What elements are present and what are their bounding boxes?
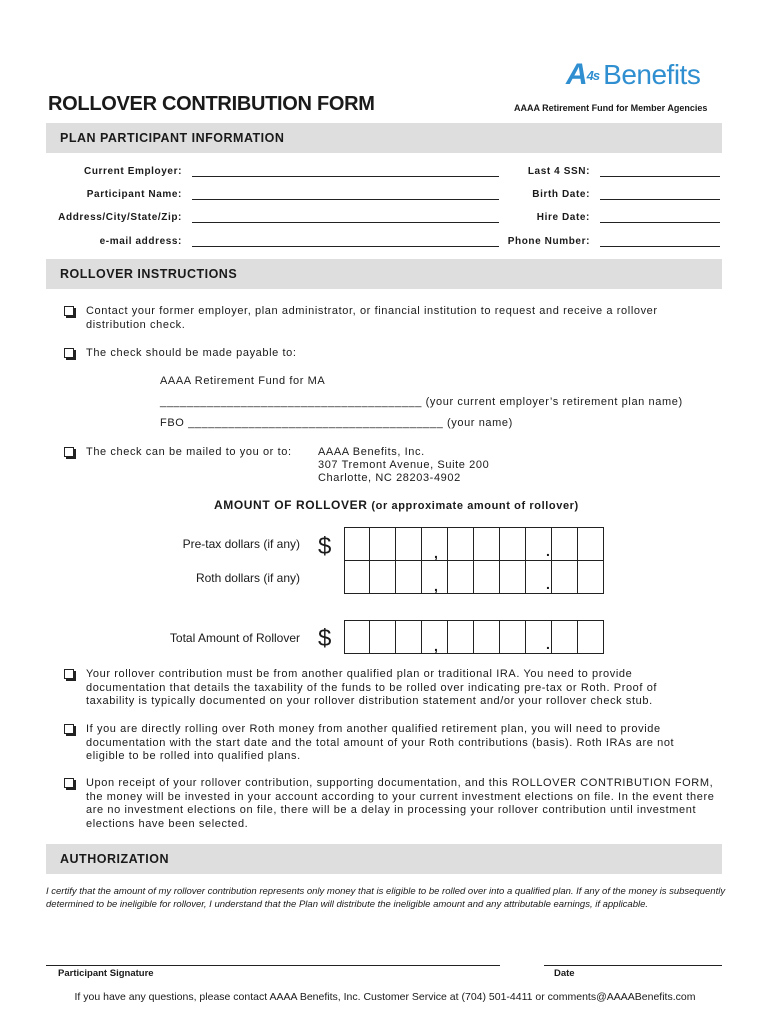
digit-box[interactable] (396, 620, 422, 654)
total-dollar-sign: $ (318, 625, 332, 652)
digit-box[interactable] (448, 620, 474, 654)
email-field[interactable] (192, 246, 499, 247)
logo-mark: A (566, 58, 587, 91)
participant-section-title: PLAN PARTICIPANT INFORMATION (60, 131, 285, 145)
amount-title (214, 498, 579, 512)
roth-label: Roth dollars (if any) (195, 571, 300, 585)
mail-address-line2: 307 Tremont Avenue, Suite 200 (318, 459, 490, 471)
pretax-label: Pre-tax dollars (if any) (182, 537, 300, 551)
checkbox-icon (64, 669, 74, 679)
instructions-section-title: ROLLOVER INSTRUCTIONS (60, 267, 238, 281)
digit-box[interactable] (578, 620, 604, 654)
roth-decimal: . (546, 576, 550, 592)
payee-fbo-line: FBO ______________________________________ (your name) (160, 417, 513, 429)
digit-box[interactable] (344, 560, 370, 594)
ssn-field[interactable] (600, 176, 720, 177)
note-investment: Upon receipt of your rollover contribution, supporting documentation, and this ROLLOVER CONTRIBUTION FORM, the money will be invested in your account according to your current investment elections on file. In the event there are no investment elections on file, there will be a delay in processing your rollover contribution until investment elections have been selected. (86, 777, 715, 830)
birth-date-label: Birth Date: (532, 189, 590, 200)
mail-address-line1: AAAA Benefits, Inc. (318, 446, 425, 458)
instructions-section-header (46, 259, 722, 289)
digit-box[interactable] (344, 527, 370, 561)
email-label: e-mail address: (99, 236, 182, 247)
checkbox-icon (64, 348, 74, 358)
company-logo (566, 58, 700, 92)
digit-box[interactable] (344, 620, 370, 654)
instruction-payable: The check should be made payable to: (86, 347, 297, 359)
total-amount-boxes[interactable] (344, 620, 604, 654)
instruction-contact: Contact your former employer, plan administrator, or financial institution to request and receive a rollover distribution check. (86, 305, 658, 331)
digit-box[interactable] (500, 620, 526, 654)
digit-box[interactable] (370, 560, 396, 594)
authorization-section-header (46, 844, 722, 874)
checkbox-icon (64, 306, 74, 316)
date-label: Date (554, 968, 575, 979)
digit-box[interactable] (552, 560, 578, 594)
ssn-label: Last 4 SSN: (527, 166, 590, 177)
pretax-amount-boxes[interactable] (344, 527, 604, 561)
checkbox-icon (64, 778, 74, 788)
signature-line[interactable] (46, 965, 500, 966)
current-employer-label: Current Employer: (84, 166, 182, 177)
hire-date-field[interactable] (600, 222, 720, 223)
birth-date-field[interactable] (600, 199, 720, 200)
phone-field[interactable] (600, 246, 720, 247)
payee-name: AAAA Retirement Fund for MA (160, 375, 326, 387)
digit-box[interactable] (474, 620, 500, 654)
instruction-mail: The check can be mailed to you or to: (86, 446, 292, 458)
signature-label: Participant Signature (58, 968, 154, 979)
logo-text: Benefits (603, 59, 701, 90)
checkbox-icon (64, 724, 74, 734)
participant-name-field[interactable] (192, 199, 499, 200)
date-line[interactable] (544, 965, 722, 966)
checkbox-icon (64, 447, 74, 457)
form-title: ROLLOVER CONTRIBUTION FORM (48, 93, 375, 115)
total-comma: , (434, 638, 438, 654)
digit-box[interactable] (552, 527, 578, 561)
note-roth: If you are directly rolling over Roth money from another qualified retirement plan, you will need to provide documentation with the start date and the total amount of your Roth contributions (basis). Roth IRAs are not eligible to be rolled into qualified plans. (86, 723, 675, 762)
phone-label: Phone Number: (507, 236, 590, 247)
participant-section-header (46, 123, 722, 153)
digit-box[interactable] (500, 527, 526, 561)
digit-box[interactable] (396, 527, 422, 561)
pretax-decimal: . (546, 543, 550, 559)
pretax-comma: , (434, 545, 438, 561)
footer-contact: If you have any questions, please contact AAAA Benefits, Inc. Customer Service at (704) 501-4411 or comments@AAAABenefits.com (74, 991, 696, 1003)
authorization-section-title: AUTHORIZATION (60, 852, 170, 866)
digit-box[interactable] (474, 560, 500, 594)
mail-address-line3: Charlotte, NC 28203-4902 (318, 472, 461, 484)
amount-title-main: AMOUNT OF ROLLOVER (214, 498, 368, 512)
digit-box[interactable] (474, 527, 500, 561)
digit-box[interactable] (578, 527, 604, 561)
authorization-text: I certify that the amount of my rollover contribution represents only money that is eligible to be rolled over into a qualified plan. If any of the money is subsequently determined to be ineligible for rollover, I understand that the Plan will distribute the ineligible amount and any attributable earnings, if applicable. (46, 886, 726, 910)
payee-plan-line: _______________________________________ (your current employer’s retirement plan name) (160, 396, 683, 408)
digit-box[interactable] (370, 527, 396, 561)
amount-title-note: (or approximate amount of rollover) (371, 500, 579, 512)
hire-date-label: Hire Date: (536, 212, 590, 223)
total-decimal: . (546, 636, 550, 652)
pretax-dollar-sign: $ (318, 533, 332, 560)
current-employer-field[interactable] (192, 176, 499, 177)
digit-box[interactable] (500, 560, 526, 594)
address-label: Address/City/State/Zip: (58, 212, 182, 223)
participant-name-label: Participant Name: (86, 189, 182, 200)
digit-box[interactable] (448, 527, 474, 561)
digit-box[interactable] (552, 620, 578, 654)
roth-amount-boxes[interactable] (344, 560, 604, 594)
note-qualified-plan: Your rollover contribution must be from another qualified plan or traditional IRA. You need to provide documentation that details the taxability of the funds to be rolled over indicating pre-tax or Roth. Proof of taxability is typically documented on your rollover distribution statement and/or your rollover check stub. (86, 668, 658, 707)
digit-box[interactable] (396, 560, 422, 594)
total-label: Total Amount of Rollover (169, 631, 300, 645)
form-subtitle: AAAA Retirement Fund for Member Agencies (514, 103, 708, 113)
roth-comma: , (434, 578, 438, 594)
digit-box[interactable] (578, 560, 604, 594)
digit-box[interactable] (370, 620, 396, 654)
digit-box[interactable] (448, 560, 474, 594)
address-field[interactable] (192, 222, 499, 223)
logo-sub: 4s (586, 67, 600, 83)
